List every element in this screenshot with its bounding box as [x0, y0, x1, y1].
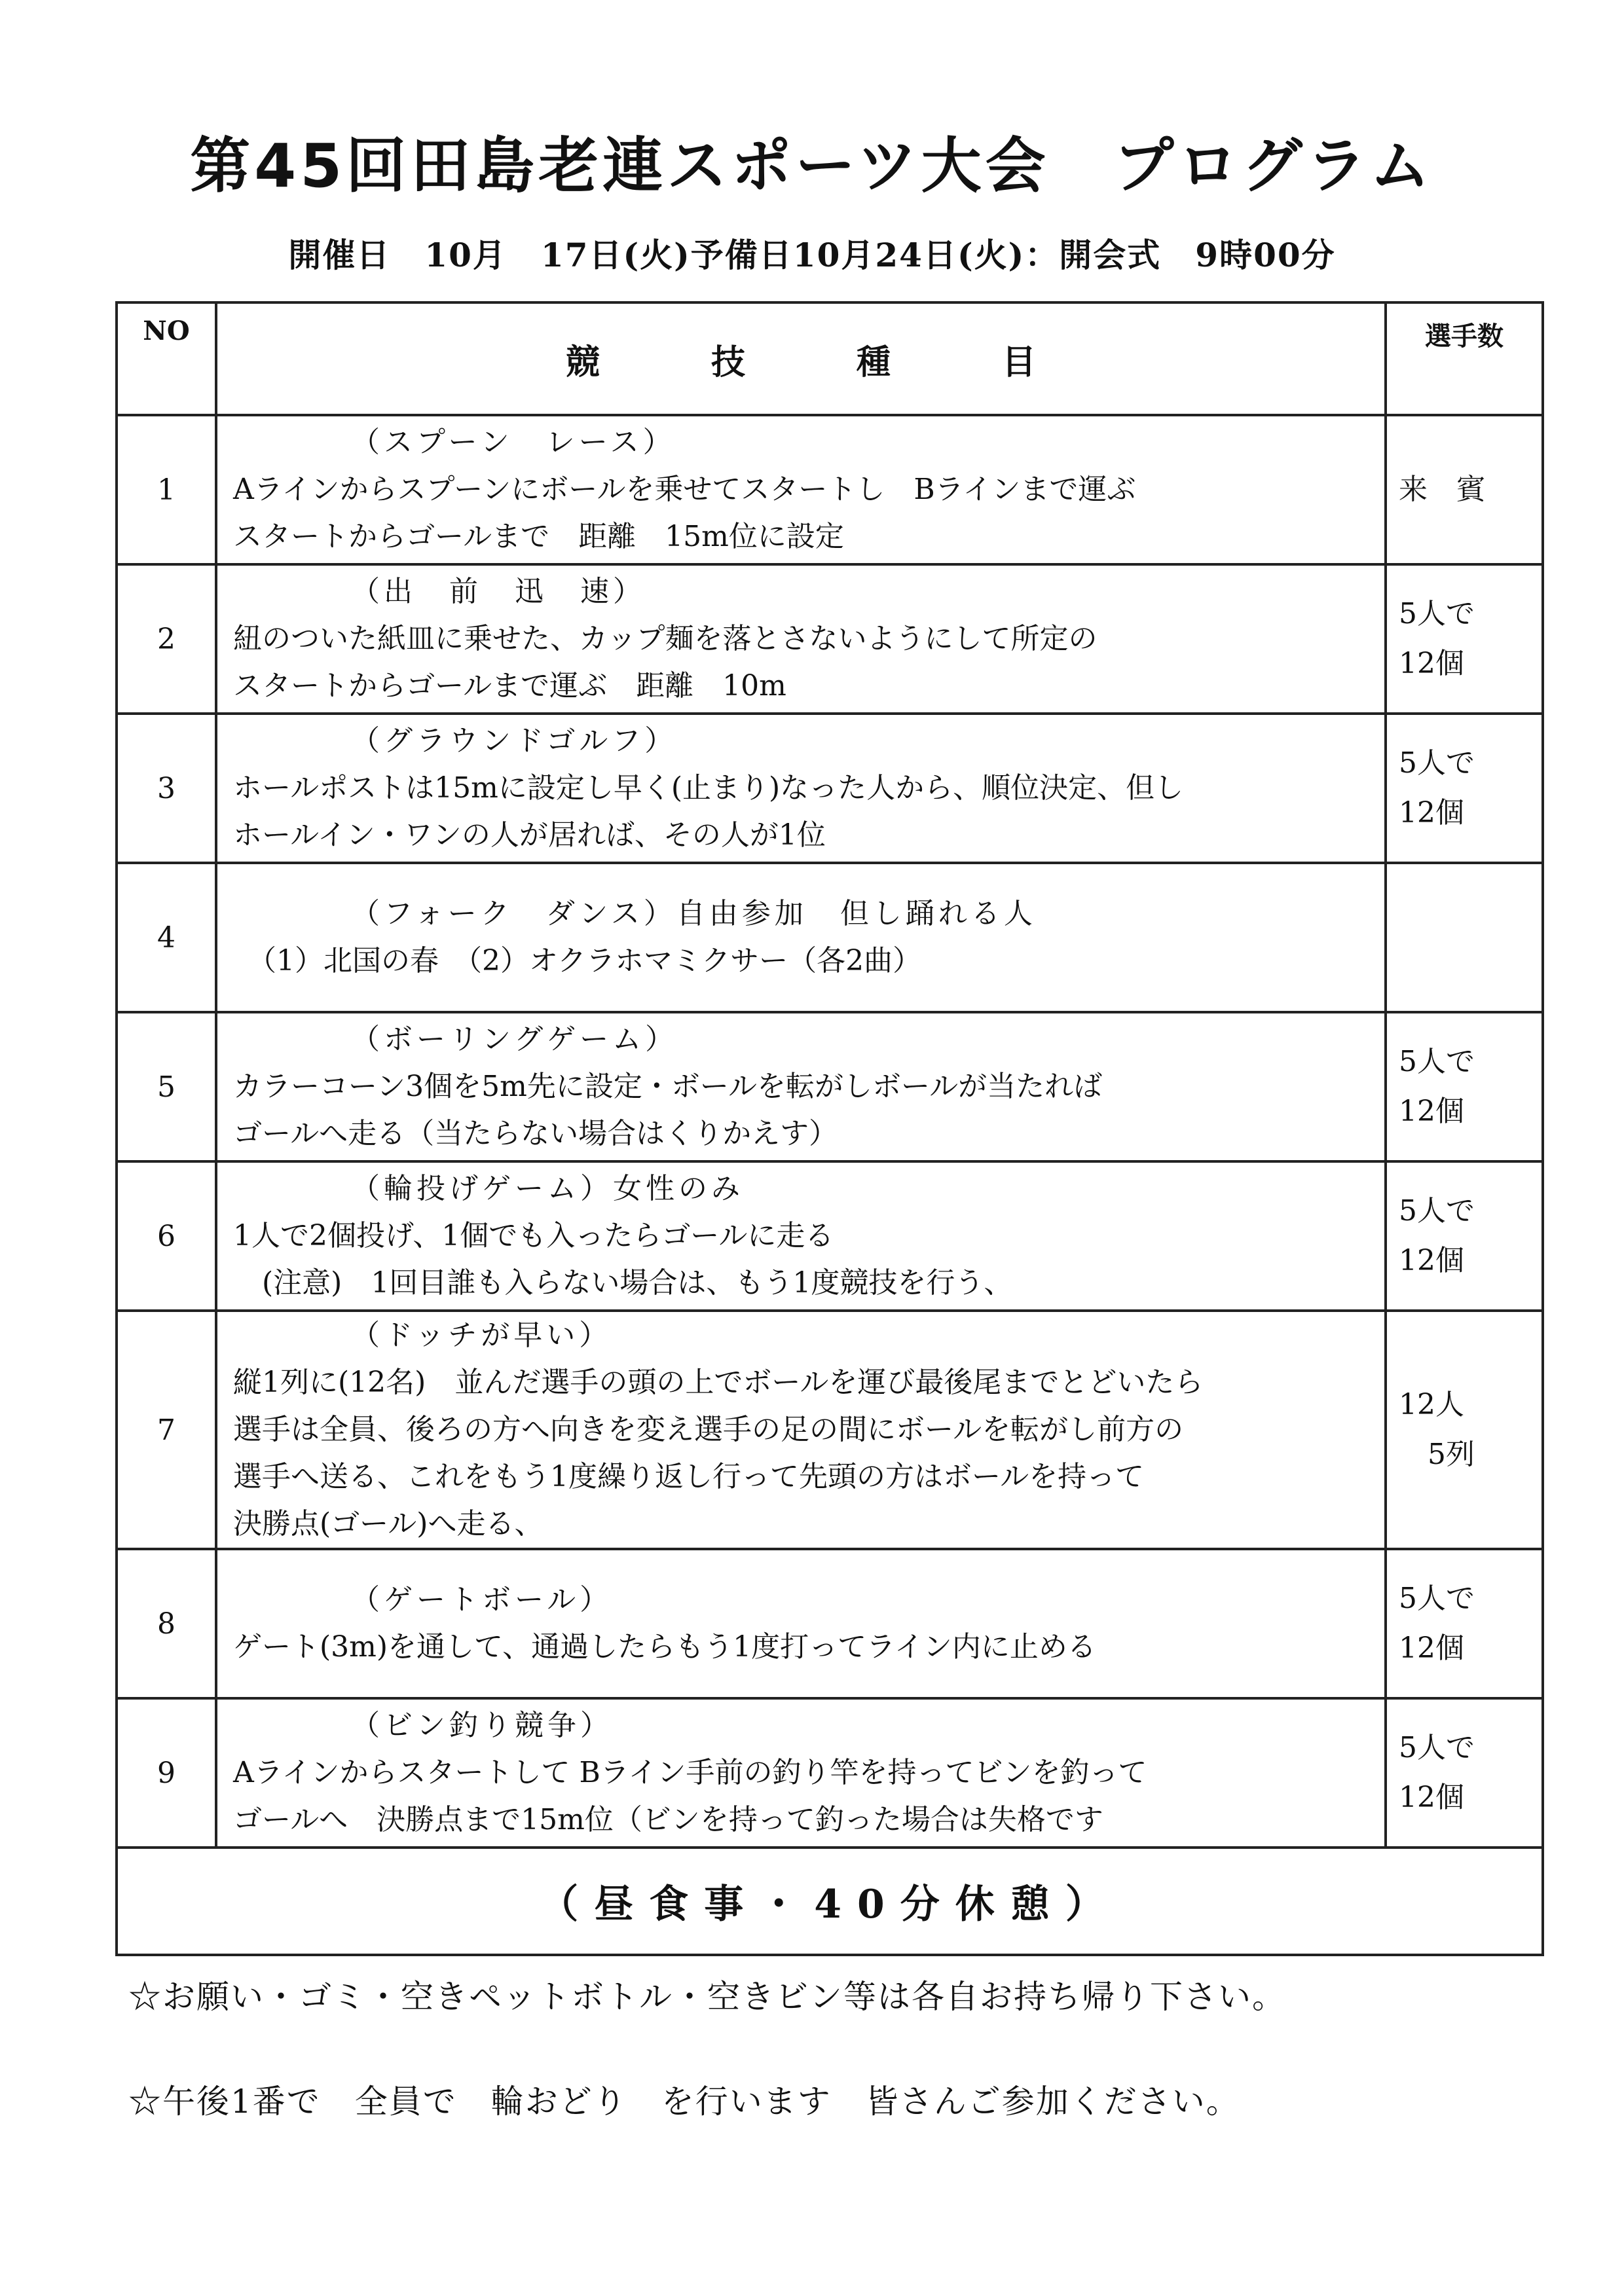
players-line: 12個 — [1399, 1095, 1464, 1128]
event-name: （ドッチが早い） — [351, 1319, 612, 1352]
event-description-line: ホールイン・ワンの人が居れば、その人が1位 — [233, 818, 826, 852]
event-description-line: (注意) 1回目誰も入らない場合は、もう1度競技を行う、 — [233, 1266, 1013, 1300]
event-description-line: ゲート(3m)を通して、通過したらもう1度打ってライン内に止める — [233, 1630, 1096, 1664]
event-description-line: 1人で2個投げ、1個でも入ったらゴールに走る — [233, 1219, 834, 1252]
event-name: （ゲートボール） — [351, 1583, 613, 1616]
event-description-line: 決勝点(ゴール)へ走る、 — [233, 1507, 544, 1540]
event-cell — [216, 564, 1386, 714]
players-cell — [1386, 1311, 1543, 1549]
row-number: 1 — [117, 415, 216, 564]
table-row — [117, 863, 1543, 1012]
event-cell — [216, 714, 1386, 863]
players-line: 12個 — [1399, 1631, 1464, 1665]
event-description-line: カラーコーン3個を5m先に設定・ボールを転がしボールが当たれば — [233, 1070, 1103, 1103]
header-players: 選手数 — [1386, 302, 1543, 415]
header-event: 競技種目 — [216, 302, 1386, 415]
players-cell — [1386, 564, 1543, 714]
row-number: 5 — [117, 1012, 216, 1161]
players-line: 12個 — [1399, 796, 1464, 829]
event-name: （ビン釣り競争） — [351, 1709, 613, 1742]
row-number: 6 — [117, 1161, 216, 1311]
players-cell — [1386, 714, 1543, 863]
event-description-line: スタートからゴールまで 距離 15m位に設定 — [233, 520, 844, 553]
lunch-break-row — [117, 1848, 1543, 1955]
row-number: 8 — [117, 1549, 216, 1698]
players-line: 5人で — [1399, 1582, 1475, 1615]
event-description-line: スタートからゴールまで運ぶ 距離 10m — [233, 669, 786, 702]
program-table — [115, 301, 1544, 1956]
players-line: 5人で — [1399, 1045, 1475, 1078]
event-cell — [216, 415, 1386, 564]
event-cell — [216, 863, 1386, 1012]
table-row — [117, 1161, 1543, 1311]
players-cell — [1386, 863, 1543, 1012]
event-name: （出 前 迅 速） — [351, 575, 646, 608]
table-row — [117, 1012, 1543, 1161]
event-description-line: ホールポストは15mに設定し早く(止まり)なった人から、順位決定、但し — [233, 771, 1184, 805]
players-line: 5人で — [1399, 1731, 1475, 1764]
event-name: （輪投げゲーム）女性のみ — [351, 1172, 744, 1205]
table-row — [117, 1698, 1543, 1848]
note-afternoon: ☆午後1番で 全員で 輪おどり を行います 皆さんご参加ください。 — [128, 2083, 1240, 2121]
table-row — [117, 564, 1543, 714]
event-cell — [216, 1549, 1386, 1698]
event-description-line: Aラインからスプーンにボールを乗せてスタートし Bラインまで運ぶ — [233, 473, 1136, 506]
event-description-line: ゴールへ走る（当たらない場合はくりかえす） — [233, 1117, 838, 1150]
players-line: 来 賓 — [1399, 473, 1485, 506]
players-line: 12人 — [1399, 1388, 1464, 1421]
lunch-break-text: （昼食事・40分休憩） — [117, 1848, 1543, 1955]
players-cell — [1386, 415, 1543, 564]
event-name: （ボーリングゲーム） — [351, 1023, 678, 1056]
event-description-line: （1）北国の春 （2）オクラホマミクサー（各2曲） — [233, 944, 922, 977]
row-number: 4 — [117, 863, 216, 1012]
event-name: （フォーク ダンス）自由参加 但し踊れる人 — [351, 897, 1037, 930]
note-request: ☆お願い・ゴミ・空きペットボトル・空きビン等は各自お持ち帰り下さい。 — [128, 1978, 1286, 2016]
players-line: 12個 — [1399, 1244, 1464, 1277]
event-cell — [216, 1698, 1386, 1848]
players-line: 12個 — [1399, 1781, 1464, 1814]
players-cell — [1386, 1012, 1543, 1161]
table-row — [117, 1549, 1543, 1698]
event-description-line: 選手は全員、後ろの方へ向きを変え選手の足の間にボールを転がし前方の — [233, 1413, 1184, 1446]
event-date-line: 開催日 10月 17日(火)予備日10月24日(火)：開会式 9時00分 — [288, 236, 1336, 274]
event-cell — [216, 1012, 1386, 1161]
event-description-line: Aラインからスタートして Bライン手前の釣り竿を持ってビンを釣って — [233, 1756, 1147, 1789]
players-line: 5列 — [1399, 1438, 1475, 1471]
page-title: 第45回田島老連スポーツ大会 プログラム — [190, 131, 1434, 201]
table-header-row — [117, 302, 1543, 415]
players-cell — [1386, 1161, 1543, 1311]
event-name: （グラウンドゴルフ） — [351, 724, 678, 757]
event-cell — [216, 1311, 1386, 1549]
event-cell — [216, 1161, 1386, 1311]
row-number: 9 — [117, 1698, 216, 1848]
table-row — [117, 415, 1543, 564]
table-row — [117, 714, 1543, 863]
table-row — [117, 1311, 1543, 1549]
event-description-line: 縦1列に(12名) 並んだ選手の頭の上でボールを運び最後尾までとどいたら — [233, 1366, 1204, 1399]
players-cell — [1386, 1549, 1543, 1698]
event-name: （スプーン レース） — [351, 426, 676, 459]
players-cell — [1386, 1698, 1543, 1848]
event-description-line: ゴールへ 決勝点まで15m位（ビンを持って釣った場合は失格です — [233, 1803, 1103, 1836]
players-line: 5人で — [1399, 746, 1475, 780]
players-line: 12個 — [1399, 647, 1464, 680]
header-no: NO — [117, 302, 216, 415]
row-number: 3 — [117, 714, 216, 863]
event-description-line: 選手へ送る、これをもう1度繰り返し行って先頭の方はボールを持って — [233, 1460, 1145, 1493]
players-line: 5人で — [1399, 1194, 1475, 1228]
players-line: 5人で — [1399, 597, 1475, 630]
event-description-line: 紐のついた紙皿に乗せた、カップ麺を落とさないようにして所定の — [233, 622, 1098, 655]
row-number: 7 — [117, 1311, 216, 1549]
row-number: 2 — [117, 564, 216, 714]
